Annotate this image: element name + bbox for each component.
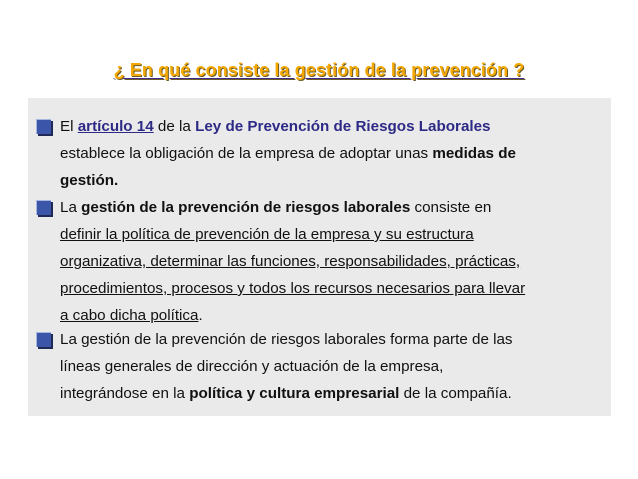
bullet-3-line-2: líneas generales de dirección y actuación de la empresa,	[60, 358, 444, 375]
bullet-2-line-1: La gestión de la prevención de riesgos laborales consiste en	[60, 199, 492, 216]
bullet-item-1	[36, 113, 606, 194]
bullet-3-line-1: La gestión de la prevención de riesgos laborales forma parte de las	[60, 331, 513, 348]
articulo-14-link[interactable]: artículo 14	[77, 118, 154, 135]
square-bullet-icon	[36, 332, 51, 347]
bullet-1-line-1: El artículo 14 de la Ley de Prevención de Riesgos Laborales	[60, 118, 491, 135]
bullet-2-line-3: organizativa, determinar las funciones, responsabilidades, prácticas,	[60, 253, 521, 270]
bullet-2-line-2: definir la política de prevención de la empresa y su estructura	[60, 226, 474, 243]
bullet-2-line-5: a cabo dicha política.	[60, 307, 203, 324]
bullet-item-3	[36, 326, 606, 407]
slide-title: ¿ En qué consiste la gestión de la prevención ?	[113, 60, 525, 80]
bullet-3-line-3: integrándose en la política y cultura empresarial de la compañía.	[60, 385, 512, 402]
square-bullet-icon	[36, 200, 51, 215]
bullet-item-2	[36, 194, 606, 329]
bullet-2-line-4: procedimientos, procesos y todos los recursos necesarios para llevar	[60, 280, 526, 297]
ley-prl-text: Ley de Prevención de Riesgos Laborales	[195, 118, 491, 135]
bullet-1-line-2: establece la obligación de la empresa de adoptar unas medidas de	[60, 145, 516, 162]
square-bullet-icon	[36, 119, 51, 134]
bullet-1-line-3: gestión.	[60, 172, 119, 189]
